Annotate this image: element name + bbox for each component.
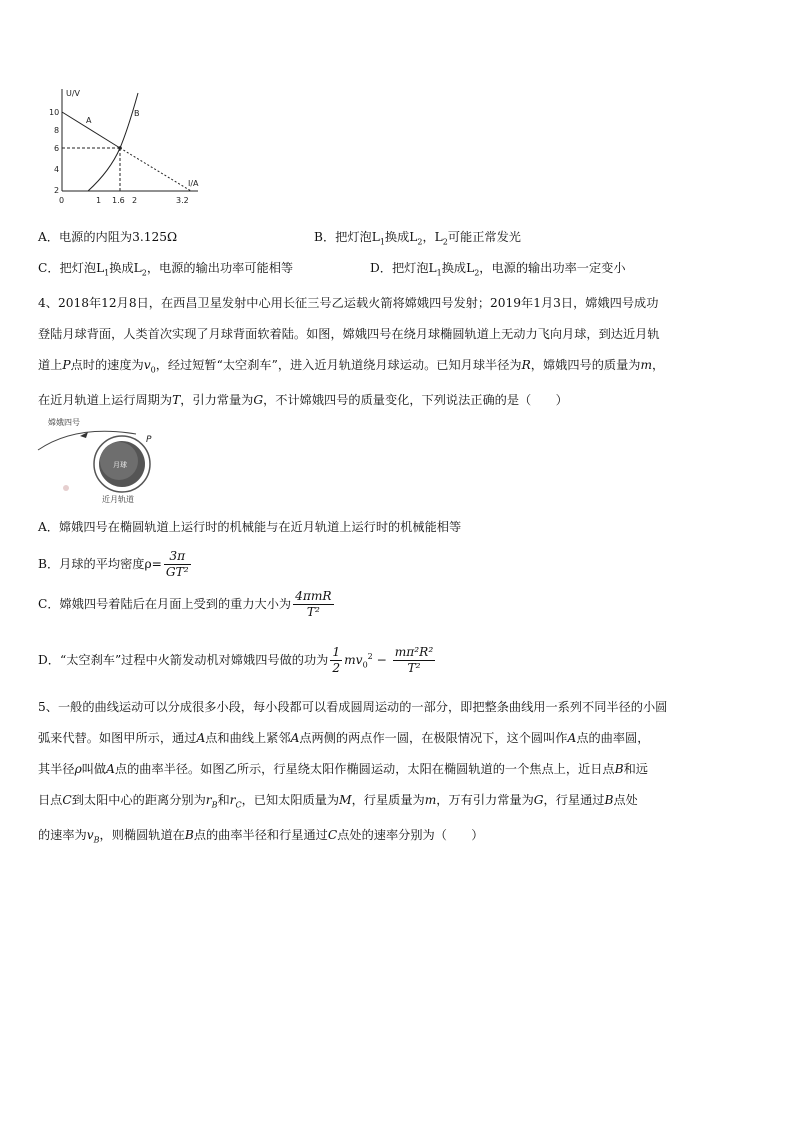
q4-option-d: D．“太空刹车”过程中火箭发动机对嫦娥四号做的功为 $\frac{1}{2}$ $mv_0^2$ − $\frac{\text{mπ²R²}}{\text{T²}}$ [38,645,434,676]
q4-option-a: A．嫦娥四号在椭圆轨道上运行时的机械能与在近月轨道上运行时的机械能相等 [38,520,462,534]
y-tick: 2 [54,186,60,195]
q3-option-c: C．把灯泡$L_1$换成$L_2$，电源的输出功率可能相等 [38,261,294,278]
y-tick: 4 [54,165,60,174]
q3-option-d: D．把灯泡$L_1$换成$L_2$，电源的输出功率一定变小 [370,261,626,278]
orbit-label: 近月轨道 [102,495,134,504]
question-5-stem: 5、一般的曲线运动可以分成很多小段，每小段都可以看成圆周运动的一部分，即把整条曲线用一系列不同半径的小圆 弧来代替。如图甲所示，通过A点和曲线上紧邻A点两侧的两点作一圆，在极限情况下，这个圆叫作A点的曲率圆， 其半径ρ叫做A点的曲率半径。如图乙所示，行星绕太阳作椭圆运动，太阳在椭圆轨道的一个焦点上，近日点B和远 日点C到太阳中心的距离分别为$r_B$和$r_C$，已知太阳质量为M，行星质量为m，万有引力常量为G，行星通过B点处 的速率为$v_B$，则椭圆轨道在B点的曲率半径和行星通过C点处的速率分别为（ ） [38,700,668,845]
point-p-label: P [146,435,152,445]
x-tick: 3.2 [176,196,189,205]
x-tick: 1.6 [112,196,125,205]
curve-a-label: A [86,116,92,125]
axis-x-label: I/A [188,179,199,188]
q3-option-b: B．把灯泡$L_1$换成$L_2$，$L_2$可能正常发光 [314,230,521,247]
axis-y-label: U/V [66,89,81,98]
curve-b-label: B [134,109,140,118]
u-i-graph [48,85,208,207]
question-4-stem: 4、2018年12月8日，在西昌卫星发射中心用长征三号乙运载火箭将嫦娥四号发射；2019年1月3日，嫦娥四号成功 登陆月球背面，人类首次实现了月球背面软着陆。如图，嫦娥四号在绕月球椭圆轨道上无动力飞向月球，到达近月轨 道上P点时的速度为$v_0$，经过短暂“太空刹车”，进入近月轨道绕月球运动。已知月球半径为R，嫦娥四号的质量为m， 在近月轨道上运行周期为T，引力常量为G，不计嫦娥四号的质量变化，下列说法正确的是（ ） [38,296,665,408]
stars-decoration [63,485,69,491]
chang-e-4-orbit-figure [36,414,166,506]
probe-label: 嫦娥四号 [48,418,80,427]
x-tick: 1 [96,196,102,205]
q4-option-b: B．月球的平均密度ρ= $\frac{3\pi}{\text{GT²}}$ [38,549,189,579]
moon-label: 月球 [113,461,127,469]
x-tick: 0 [59,196,65,205]
x-tick: 2 [132,196,138,205]
intersection-point [118,146,122,150]
curve-b [88,93,138,191]
y-tick: 6 [54,144,60,153]
line-a-dotted [120,148,191,191]
y-tick: 10 [49,108,60,117]
q3-option-a: A．电源的内阻为3.125Ω [38,230,178,244]
q4-option-c: C．嫦娥四号着陆后在月面上受到的重力大小为 $\frac{\text{4πmR}}{\text{T²}}$ [38,589,332,619]
y-tick: 8 [54,126,60,135]
